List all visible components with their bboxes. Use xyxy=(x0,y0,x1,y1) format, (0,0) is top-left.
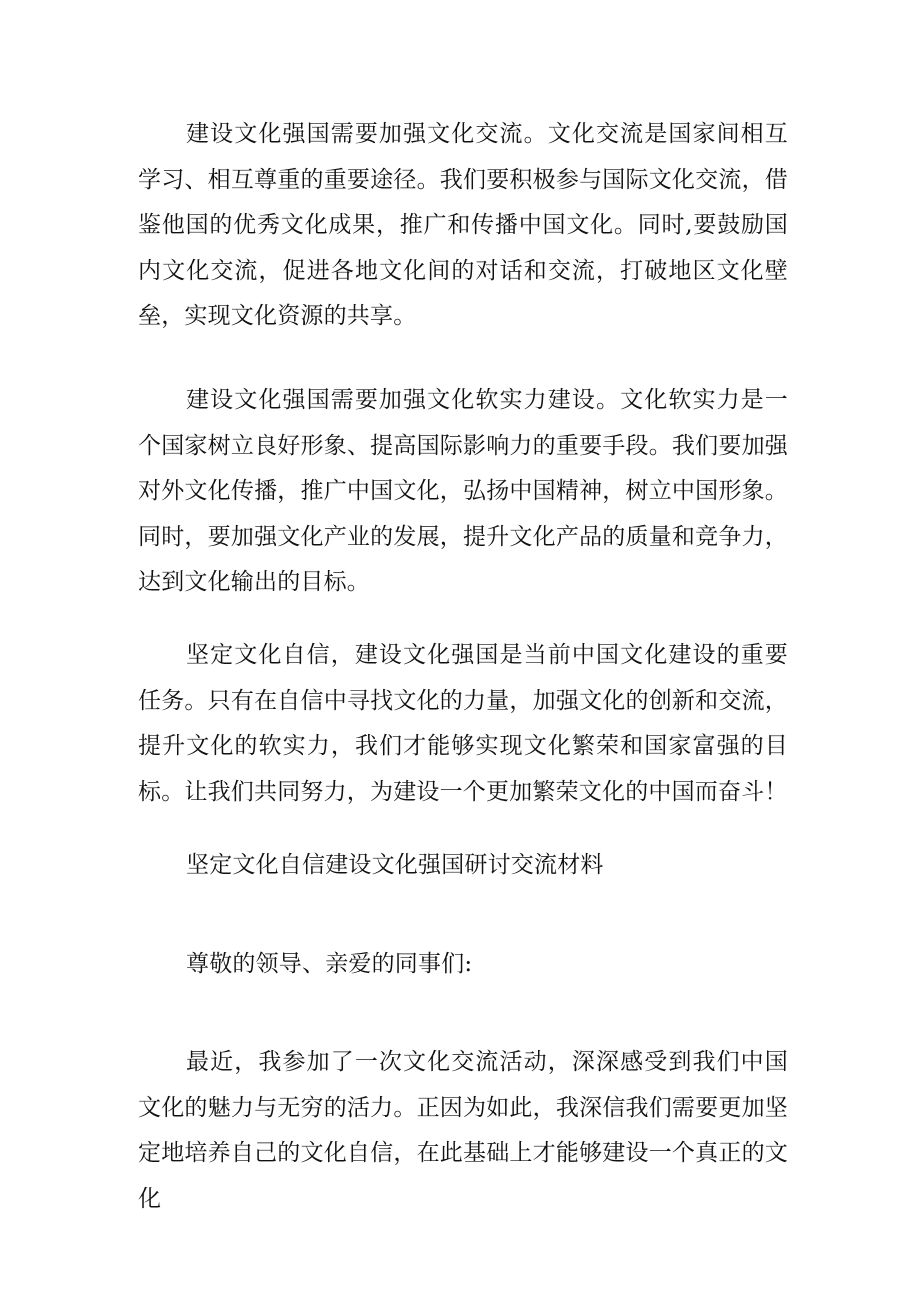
paragraph-cultural-exchange: 建设文化强国需要加强文化交流。文化交流是国家间相互学习、相互尊重的重要途径。我们要积极参与国际文化交流，借鉴他国的优秀文化成果，推广和传播中国文化。同时,要鼓励国内文化交流，促进各地文化间的对话和交流，打破地区文化壁垒，实现文化资源的共享。 xyxy=(138,121,788,329)
section-title: 坚定文化自信建设文化强国研讨交流材料 xyxy=(186,852,604,878)
salutation: 尊敬的领导、亲爱的同事们: xyxy=(186,951,473,977)
paragraph-soft-power: 建设文化强国需要加强文化软实力建设。文化软实力是一个国家树立良好形象、提高国际影响力的重要手段。我们要加强对外文化传播，推广中国文化，弘扬中国精神，树立中国形象。同时，要加强文化产业的发展，提升文化产品的质量和竞争力，达到文化输出的目标。 xyxy=(138,387,788,595)
paragraph-conclusion: 坚定文化自信，建设文化强国是当前中国文化建设的重要任务。只有在自信中寻找文化的力量，加强文化的创新和交流，提升文化的软实力，我们才能够实现文化繁荣和国家富强的目标。让我们共同努力，为建设一个更加繁荣文化的中国而奋斗！ xyxy=(138,642,788,805)
paragraph-intro: 最近，我参加了一次文化交流活动，深深感受到我们中国文化的魅力与无穷的活力。正因为如此，我深信我们需要更加坚定地培养自己的文化自信，在此基础上才能够建设一个真正的文化 xyxy=(138,1049,788,1212)
